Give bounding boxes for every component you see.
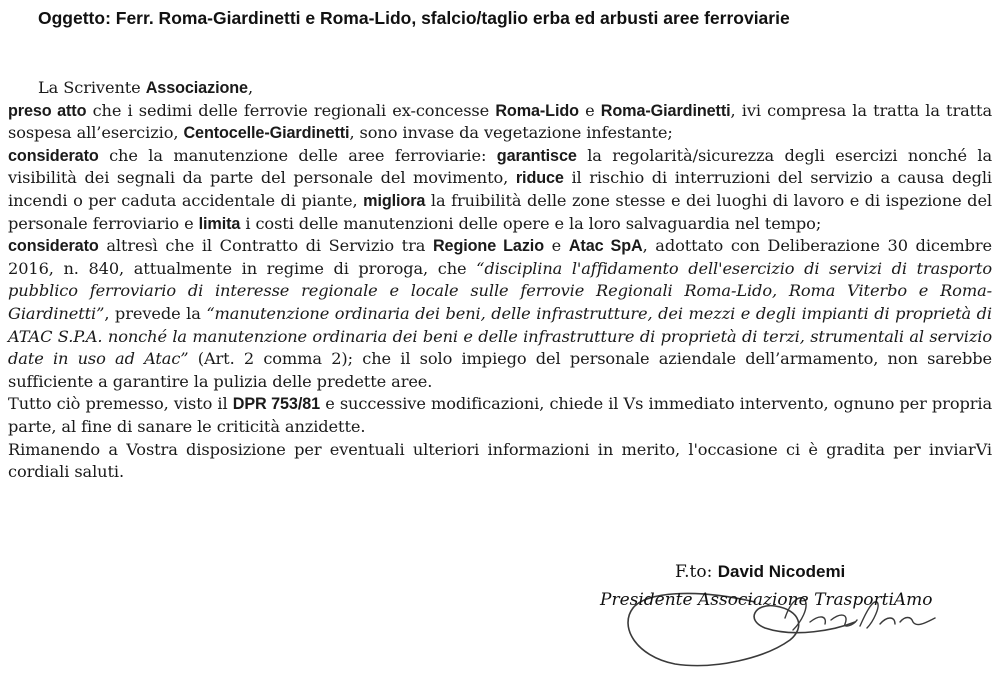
handwritten-signature xyxy=(605,570,995,670)
paragraph-preso-atto: preso atto che i sedimi delle ferrovie regionali ex-concesse Roma-Lido e Roma-Giardinetti, ivi compresa la tratta la tratta sospesa all’esercizio, Centocelle-Giardinetti, sono invase da vegetazione infestante; xyxy=(8,100,992,143)
signature-role: Presidente Associazione TrasportiAmo xyxy=(600,590,933,610)
greeting: La Scrivente Associazione, xyxy=(38,78,254,97)
letter-subject: Oggetto: Ferr. Roma-Giardinetti e Roma-Lido, sfalcio/taglio erba ed arbusti aree ferroviarie xyxy=(38,8,790,28)
paragraph-premesso: Tutto ciò premesso, visto il DPR 753/81 e successive modificazioni, chiede il Vs immediato intervento, ognuno per propria parte, al fine di sanare le criticità anzidette. xyxy=(8,394,992,436)
paragraph-considerato-manutenzione: considerato che la manutenzione delle aree ferroviarie: garantisce la regolarità/sicurezza degli esercizi nonché la visibilità dei segnali da parte del personale del movimento, riduce il rischio di interruzioni del servizio a causa degli incendi o per caduta accidentale di piante, migliora la fruibilità delle zone stesse e dei luoghi di lavoro e di ispezione del personale ferroviario e limita i costi delle manutenzioni delle opere e la loro salvaguardia nel tempo; xyxy=(8,145,992,233)
paragraph-saluti: Rimanendo a Vostra disposizione per eventuali ulteriori informazioni in merito, l'occasione ci è gradita per inviarVi cordiali saluti. xyxy=(8,439,992,482)
paragraph-considerato-contratto: considerato altresì che il Contratto di Servizio tra Regione Lazio e Atac SpA, adottato con Deliberazione 30 dicembre 2016, n. 840, attualmente in regime di proroga, che “disciplina l'affidamento dell'esercizio di servizi di trasporto pubblico ferroviario di interesse regionale e locale sulle ferrovie Regionali Roma-Lido, Roma Viterbo e Roma-Giardinetti”, prevede la “manutenzione ordinaria dei beni, delle infrastrutture, dei mezzi e degli impianti di proprietà di ATAC S.P.A. nonché la manutenzione ordinaria dei beni e delle infrastrutture di proprietà di terzi, strumentali al servizio date in uso ad Atac” (Art. 2 comma 2); che il solo impiego del personale aziendale dell’armamento, non sarebbe sufficiente a garantire la pulizia delle predette aree. xyxy=(8,236,992,391)
letter-body xyxy=(8,77,992,484)
signature-name-line: F.to: David Nicodemi xyxy=(675,562,846,582)
